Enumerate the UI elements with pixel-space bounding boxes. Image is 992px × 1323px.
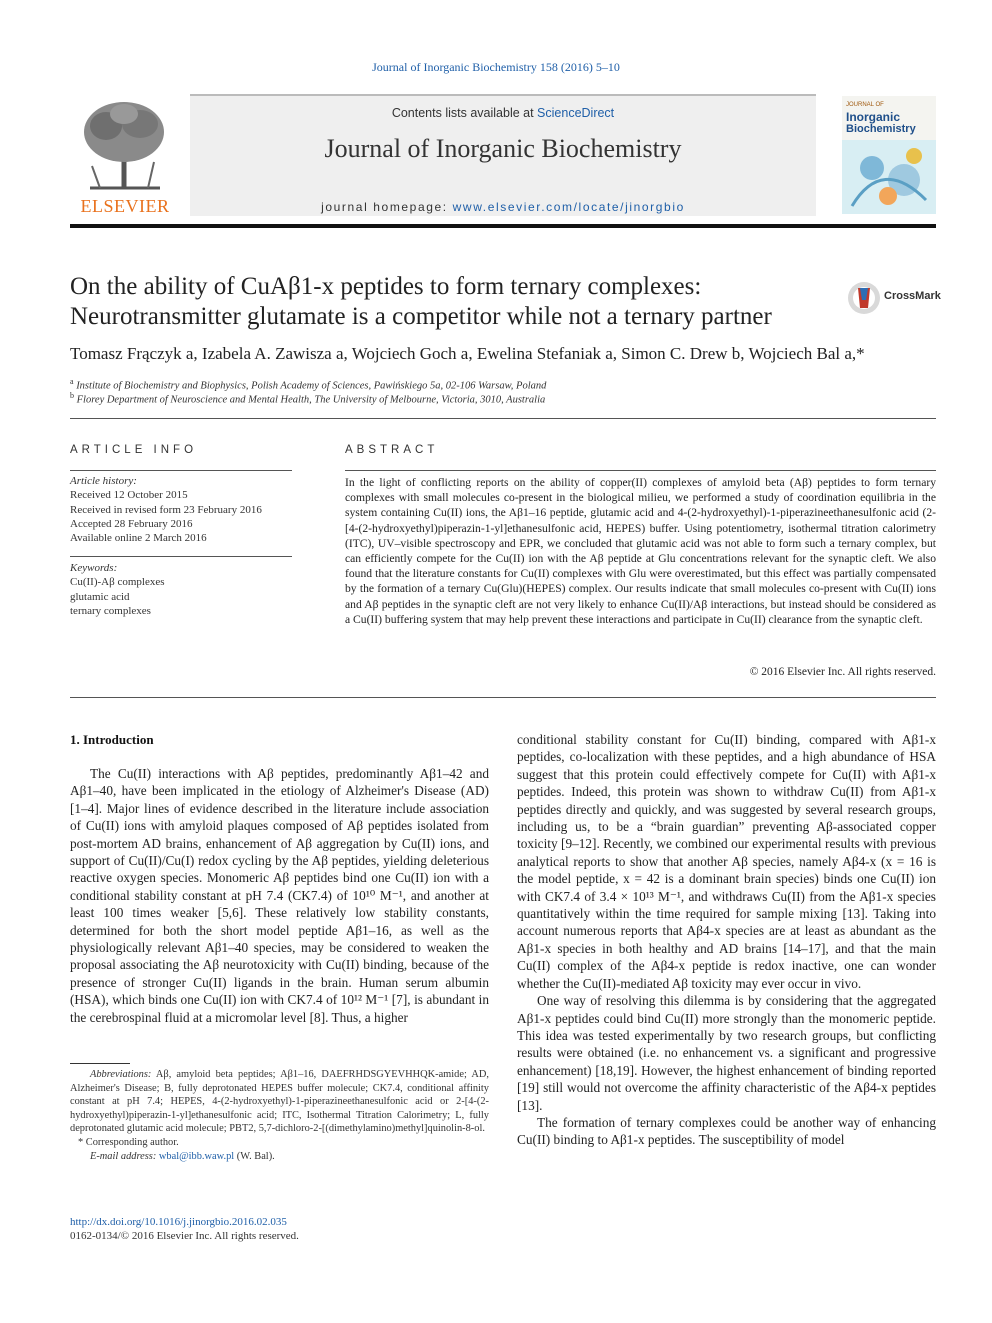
- article-info-label: ARTICLE INFO: [70, 444, 198, 456]
- abstract-label: ABSTRACT: [345, 444, 439, 456]
- crossmark-icon: [846, 280, 882, 316]
- info-rule-top: [70, 470, 292, 471]
- abstract-bottom-rule: [70, 697, 936, 698]
- contents-line: [190, 106, 816, 120]
- abbreviations-text: Aβ, amyloid beta peptides; Aβ1–16, DAEFRHDSGYEVHHQK-amide; AD, Alzheimer's Disease; B, fully deprotonated HEPES buffer molecule; CK7.4, conditional affinity constant at pH 7.4; HEPES, 4-(2-hydroxyethyl)-1-piperazineethanesulfonic acid or 2-[4-(2-hydroxyethyl)piperazin-1-yl]ethanesulfonic acid; ITC, Isothermal Titration Calorimetry; L, fully deprotonated glutamic acid molecule; PBT2, 5,7-dichloro-2-[(dimethylamino)methyl]quinolin-8-ol.: [70, 1069, 489, 1135]
- history-title: Article history:: [70, 475, 137, 487]
- keywords-title: Keywords:: [70, 562, 118, 574]
- crossmark-label: CrossMark: [884, 290, 941, 302]
- journal-cover-thumbnail[interactable]: [842, 96, 936, 214]
- cover-line1: JOURNAL OF: [846, 102, 884, 108]
- email-link[interactable]: wbal@ibb.waw.pl: [158, 1150, 235, 1162]
- intro-paragraph-3: One way of resolving this dilemma is by considering that the aggregated Aβ1-x peptides could bind Cu(II) more strongly than the monomeric peptide. This idea was tested experimentally by two research groups, but conflicting results were obtained (i.e. no enhancement vs. a significant and progressive enhancement) [18,19]. However, the highest enhancement of binding reported [19] still would not overcome the affinity characteristic of the Aβ4-x peptides [13].: [517, 993, 936, 1113]
- email-suffix: (W. Bal).: [234, 1150, 275, 1162]
- abstract-copyright: © 2016 Elsevier Inc. All rights reserved.: [749, 666, 936, 678]
- info-rule-mid: [70, 556, 292, 557]
- elsevier-logo[interactable]: [70, 96, 180, 216]
- cover-line2: Inorganic: [846, 110, 901, 124]
- homepage-prefix: journal homepage:: [321, 200, 453, 214]
- masthead-banner: [190, 94, 816, 216]
- online-date: Available online 2 March 2016: [70, 532, 207, 545]
- footnotes: [70, 1068, 489, 1163]
- keyword-item: glutamic acid: [70, 590, 130, 603]
- journal-name: Journal of Inorganic Biochemistry: [324, 134, 682, 163]
- issn-line: 0162-0134/© 2016 Elsevier Inc. All rights reserved.: [70, 1230, 299, 1242]
- homepage-link[interactable]: www.elsevier.com/locate/jinorgbio: [452, 200, 685, 214]
- accepted-date: Accepted 28 February 2016: [70, 517, 193, 530]
- bottom-meta: [70, 1215, 489, 1243]
- affiliation-a-text: Institute of Biochemistry and Biophysics, Polish Academy of Sciences, Pawińskiego 5a, 02-106 Warsaw, Poland: [76, 380, 547, 392]
- abbreviations-footnote: [70, 1068, 489, 1136]
- section-heading-introduction: 1. Introduction: [70, 732, 154, 747]
- title-rule: [70, 418, 936, 419]
- author-list: Tomasz Frączyk a, Izabela A. Zawisza a, Wojciech Goch a, Ewelina Stefaniak a, Simon C. Drew b, Wojciech Bal a,*: [70, 344, 865, 363]
- email-footnote: [70, 1150, 489, 1164]
- affiliation-b-text: Florey Department of Neuroscience and Mental Health, The University of Melbourne, Victoria, 3010, Australia: [76, 394, 546, 406]
- title-line2: Neurotransmitter glutamate is a competitor while not a ternary partner: [70, 303, 772, 330]
- contents-prefix: Contents lists available at: [391, 106, 538, 120]
- intro-paragraph-4: The formation of ternary complexes could be another way of enhancing Cu(II) binding to Aβ1-x peptides. The susceptibility of model: [517, 1114, 936, 1148]
- received-date: Received 12 October 2015: [70, 489, 188, 502]
- affiliation-b: $^b$ Florey Department of Neuroscience and Mental Health, The University of Melbourne, Victoria, 3010, Australia: [70, 391, 546, 406]
- intro-paragraph-2: conditional stability constant for Cu(II) binding, compared with Aβ1-x peptides, co-localization with these peptides, and a high abundance of HSA suggest that this protein could effectively compete for Cu(II) with Aβ1-x peptides. Indeed, this protein was shown to withdraw Cu(II) from Aβ1-x peptides directly and quickly, and was suggested by several research groups, including us, to be a “brain guardian” preventing Aβ-associated copper toxicity [9–12]. Recently, we combined our experimental results with previous analytical reports to show that another Aβ species, namely Aβ4-x (x = 16 is the model peptide, x = 42 is a dominant brain species) binds one Cu(II) ion with CK7.4 of 3.4 × 10¹³ M⁻¹, and withdraws Cu(II) from the Aβ1-x species quantitatively within the time required for sample mixing [13]. Taking into account numerous reports that Aβ4-x species are at least as abundant as the Aβ1-x species in both healthy and AD brains [14–17], and that the main Cu(II) complex of the Aβ4-x peptide is redox inactive, one can wonder whether the Cu(II)-mediated Aβ toxicity may ever occur in vivo.: [517, 732, 936, 991]
- crossmark-badge[interactable]: [846, 280, 941, 316]
- masthead: [70, 94, 936, 216]
- keyword-item: ternary complexes: [70, 604, 151, 617]
- cover-line3: Biochemistry: [846, 123, 916, 135]
- corresponding-author: * Corresponding author.: [78, 1136, 179, 1148]
- homepage-line: [190, 200, 816, 214]
- email-label: E-mail address:: [90, 1150, 159, 1162]
- journal-reference[interactable]: Journal of Inorganic Biochemistry 158 (2016) 5–10: [372, 60, 620, 74]
- doi-link[interactable]: http://dx.doi.org/10.1016/j.jinorgbio.2016.02.035: [70, 1216, 287, 1228]
- abstract-text: In the light of conflicting reports on the ability of copper(II) complexes of amyloid beta (Aβ) peptides to form ternary complexes with small molecules co-present in the biological milieu, we performed a study of coordination equilibria in the system containing Cu(II) ions, the Aβ1–16 peptide, glutamic acid and 4-(2-hydroxyethyl)-1-piperazineethanesulfonic acid (2-[4-(2-hydroxyethyl)piperazin-1-yl]ethanesulfonic acid, HEPES) buffer. Using potentiometry, isothermal titration calorimetry (ITC), UV–visible spectroscopy and EPR, we concluded that glutamic acid was not able to form such a ternary complex, but can efficiently compete for the Cu(II) ion with the Aβ peptide at Glu concentrations relevant for the synaptic cleft. We also found that the literature constants for Cu(II) complexes with Glu were overestimated, but this effect was partially compensated by the formation of a ternary Cu(Glu)(HEPES) complex. Our results indicate that small molecules co-present with Cu(II) ions and Aβ peptides in the synaptic cleft are not very likely to enhance Cu(II)/Aβ interactions, but instead should be considered as a Cu(II) buffering system that may help prevent these interactions and participate in Cu(II) clearance from the synaptic cleft.: [345, 476, 936, 626]
- keywords: [70, 561, 292, 618]
- sciencedirect-link[interactable]: ScienceDirect: [537, 106, 615, 120]
- intro-paragraph-1: The Cu(II) interactions with Aβ peptides, predominantly Aβ1–42 and Aβ1–40, have been implicated in the etiology of Alzheimer's Disease (AD) [1–4]. Major lines of evidence described in the literature include association of Cu(II) ions with amyloid plaques composed of Aβ peptides isolated from post-mortem AD brains, enhancement of Aβ aggregation by Cu(II) ions, and support of Cu(II)/Cu(I) redox cycling by the Aβ peptides, yielding deleterious reactive oxygen species. Monomeric Aβ peptides bind one Cu(II) ion with a conditional stability constant at pH 7.4 (CK7.4) of 10¹⁰ M⁻¹, and another at least 100 times weaker [5,6]. These relatively low stability constants, determined for both the short model peptide Aβ1–16, as well as the physiologically relevant Aβ1–40 species, may be considered to weaken the proposal associating the Aβ neurotoxicity with Cu(II) binding, because of the presence of stronger Cu(II) ligands in the brain. Human serum albumin (HSA), which binds one Cu(II) ion with CK7.4 of 10¹² M⁻¹ [7], is abundant in the cerebrospinal fluid at a micromolar level [8]. Thus, a higher: [70, 766, 489, 1025]
- article-title: [70, 272, 830, 332]
- title-line1: On the ability of CuAβ1-x peptides to form ternary complexes:: [70, 273, 702, 300]
- header-rule: [70, 224, 936, 228]
- intro-column-right: [517, 731, 936, 1149]
- revised-date: Received in revised form 23 February 2016: [70, 503, 262, 516]
- elsevier-wordmark: ELSEVIER: [80, 196, 170, 216]
- abbreviations-title: Abbreviations:: [90, 1069, 152, 1080]
- article-history: [70, 474, 292, 545]
- abstract-rule: [345, 470, 936, 471]
- affiliation-a: $^a$ Institute of Biochemistry and Biophysics, Polish Academy of Sciences, Pawińskiego 5a, 02-106 Warsaw, Poland: [70, 377, 547, 392]
- footnote-rule: [70, 1063, 130, 1064]
- intro-column-left: [70, 765, 489, 1026]
- keyword-item: Cu(II)-Aβ complexes: [70, 576, 165, 589]
